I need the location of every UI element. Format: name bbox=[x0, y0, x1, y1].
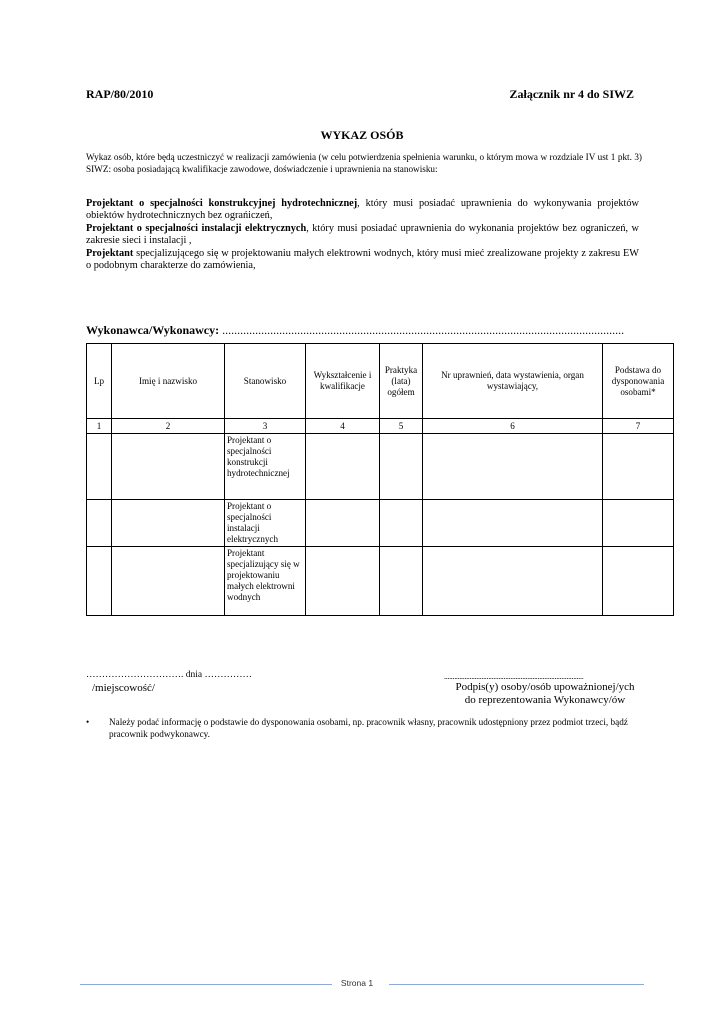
lp-cell[interactable] bbox=[87, 547, 112, 616]
document-reference: RAP/80/2010 bbox=[86, 87, 154, 101]
role-title: Projektant bbox=[86, 247, 134, 259]
license-cell[interactable] bbox=[423, 500, 603, 547]
roles-list bbox=[86, 198, 639, 272]
position-cell: Projektant o specjalności konstrukcji hydrotechnicznej bbox=[225, 434, 306, 500]
name-cell[interactable] bbox=[112, 434, 225, 500]
column-header-position: Stanowisko bbox=[225, 344, 306, 419]
column-number: 6 bbox=[423, 419, 603, 434]
persons-table bbox=[86, 343, 674, 616]
role-description: , który musi posiadać uprawnienia do wykonania projektów bez ograniczeń, w zakresie sieci i instalacji , bbox=[86, 222, 639, 247]
column-header-name: Imię i nazwisko bbox=[112, 344, 225, 419]
education-cell[interactable] bbox=[306, 547, 380, 616]
experience-cell[interactable] bbox=[380, 434, 423, 500]
license-cell[interactable] bbox=[423, 434, 603, 500]
table-header-row bbox=[87, 344, 674, 419]
column-header-experience: Praktyka (lata) ogółem bbox=[380, 344, 423, 419]
table-number-row bbox=[87, 419, 674, 434]
education-cell[interactable] bbox=[306, 434, 380, 500]
signature-label-line: Podpis(y) osoby/osób upoważnionej/ych bbox=[455, 681, 635, 693]
footer-divider-right bbox=[389, 984, 644, 985]
role-title: Projektant o specjalności instalacji elektrycznych bbox=[86, 222, 307, 234]
column-number: 5 bbox=[380, 419, 423, 434]
contractor-fill-field[interactable]: ...................................................................................................................................... bbox=[222, 323, 625, 337]
column-number: 2 bbox=[112, 419, 225, 434]
column-header-lp: Lp bbox=[87, 344, 112, 419]
table-row bbox=[87, 434, 674, 500]
footer-divider-left bbox=[80, 984, 332, 985]
column-header-basis: Podstawa do dysponowania osobami* bbox=[603, 344, 674, 419]
basis-cell[interactable] bbox=[603, 500, 674, 547]
basis-cell[interactable] bbox=[603, 547, 674, 616]
education-cell[interactable] bbox=[306, 500, 380, 547]
role-item bbox=[86, 198, 639, 223]
table-row bbox=[87, 547, 674, 616]
contractor-label: Wykonawca/Wykonawcy: bbox=[86, 323, 220, 337]
column-number: 4 bbox=[306, 419, 380, 434]
position-cell: Projektant specjalizujący się w projektowaniu małych elektrowni wodnych bbox=[225, 547, 306, 616]
experience-cell[interactable] bbox=[380, 500, 423, 547]
role-description: , który musi posiadać uprawnienia do wykonywania projektów obiektów hydrotechnicznych bez ograńiczeń, bbox=[86, 198, 639, 222]
license-cell[interactable] bbox=[423, 547, 603, 616]
role-item bbox=[86, 223, 639, 248]
signature-field[interactable]: .................................................................................. bbox=[444, 672, 584, 681]
intro-paragraph: Wykaz osób, które będą uczestniczyć w realizacji zamówienia (w celu potwierdzenia spełnienia warunku, o którym mowa w rozdziale IV ust 1 pkt. 3) SIWZ: osoba posiadającą kwalifikacje zawodowe, doświadczenie i uprawnienia na stanowisku: bbox=[86, 152, 642, 174]
role-item bbox=[86, 248, 639, 273]
signature-label-line: do reprezentowania Wykonawcy/ów bbox=[464, 694, 626, 706]
experience-cell[interactable] bbox=[380, 547, 423, 616]
table-row bbox=[87, 500, 674, 547]
role-title: Projektant o specjalności konstrukcyjnej hydrotechnicznej bbox=[86, 198, 358, 209]
column-header-education: Wykształcenie i kwalifikacje bbox=[306, 344, 380, 419]
role-description: specjalizującego się w projektowaniu małych elektrowni wodnych, który musi mieć zrealizowane projekty z zakresu EW o podobnym charakterze do zamówienia, bbox=[86, 247, 639, 272]
signature-label bbox=[430, 681, 660, 707]
place-label: /miejscowość/ bbox=[92, 682, 155, 694]
lp-cell[interactable] bbox=[87, 434, 112, 500]
page-number: Strona 1 bbox=[340, 978, 374, 988]
column-header-license: Nr uprawnień, data wystawienia, organ wystawiający, bbox=[423, 344, 603, 419]
basis-cell[interactable] bbox=[603, 434, 674, 500]
lp-cell[interactable] bbox=[87, 500, 112, 547]
name-cell[interactable] bbox=[112, 500, 225, 547]
footnote bbox=[86, 717, 646, 740]
column-number: 3 bbox=[225, 419, 306, 434]
column-number: 7 bbox=[603, 419, 674, 434]
footnote-text: Należy podać informację o podstawie do dysponowania osobami, np. pracownik własny, pracownik udostępniony przez podmiot trzeci, bądź pracownik podwykonawcy. bbox=[109, 717, 628, 739]
contractor-line bbox=[86, 323, 624, 338]
place-date-field[interactable]: …………………………. dnia …………… bbox=[86, 670, 252, 680]
name-cell[interactable] bbox=[112, 547, 225, 616]
bullet-icon: • bbox=[86, 717, 90, 727]
column-number: 1 bbox=[87, 419, 112, 434]
attachment-label: Załącznik nr 4 do SIWZ bbox=[509, 87, 634, 101]
position-cell: Projektant o specjalności instalacji elektrycznych bbox=[225, 500, 306, 547]
page-title: WYKAZ OSÓB bbox=[320, 128, 404, 142]
